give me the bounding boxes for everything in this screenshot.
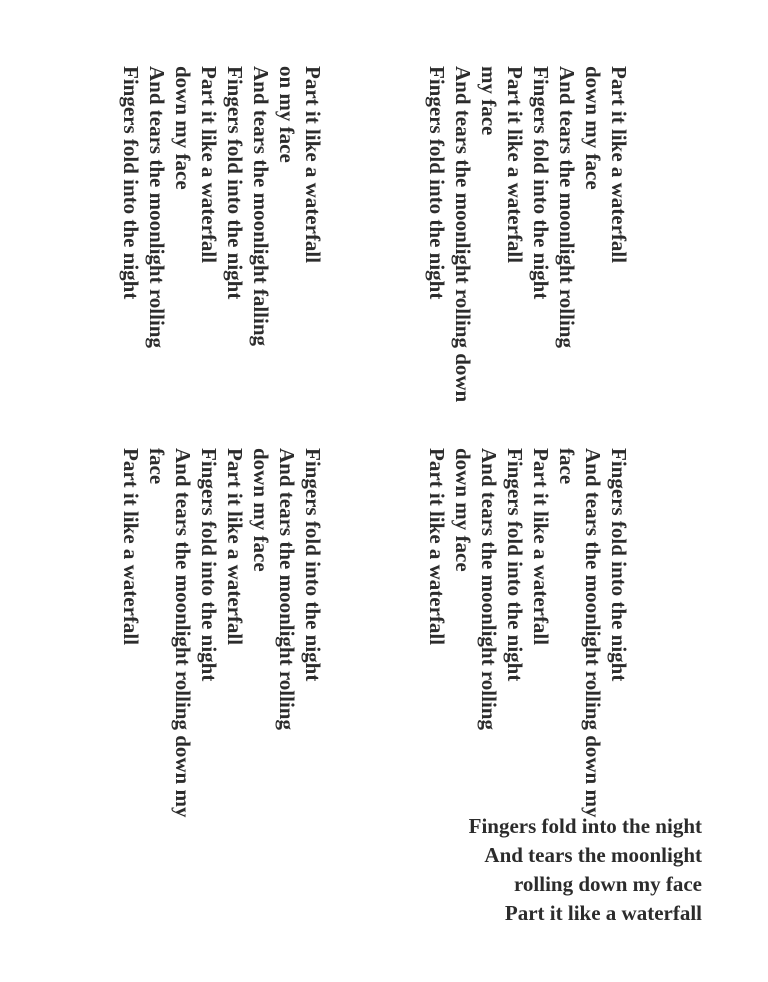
poem-line: And tears the moonlight rolling xyxy=(275,448,299,730)
poem-line: Part it like a waterfall xyxy=(503,66,527,264)
poem-line: Fingers fold into the night xyxy=(503,448,527,682)
poem-line: down my face xyxy=(249,448,273,572)
poem-line: down my face xyxy=(451,448,475,572)
poem-line: And tears the moonlight rolling xyxy=(145,66,169,348)
poem-line: face xyxy=(145,448,169,485)
poem-line: Fingers fold into the night xyxy=(529,66,553,300)
poem-line: on my face xyxy=(275,66,299,163)
poem-line: And tears the moonlight falling xyxy=(249,66,273,347)
poem-line: down my face xyxy=(171,66,195,190)
poem-line: And tears the moonlight rolling down my xyxy=(171,448,195,818)
poem-line: Fingers fold into the night xyxy=(223,66,247,300)
stanza-e xyxy=(402,812,702,928)
poem-line: down my face xyxy=(581,66,605,190)
stanza-a xyxy=(424,66,632,403)
stanza-d xyxy=(118,448,326,818)
poem-line: Fingers fold into the night xyxy=(119,66,143,300)
poem-line: Part it like a waterfall xyxy=(607,66,631,264)
poem-line: And tears the moonlight rolling down my xyxy=(581,448,605,818)
stanza-c xyxy=(118,66,326,348)
stanza-b xyxy=(424,448,632,818)
poem-line: And tears the moonlight xyxy=(484,843,702,867)
poem-line: Part it like a waterfall xyxy=(197,66,221,264)
poem-line: Part it like a waterfall xyxy=(301,66,325,264)
poem-line: Part it like a waterfall xyxy=(425,448,449,646)
poem-line: my face xyxy=(477,66,501,136)
poem-line: Part it like a waterfall xyxy=(529,448,553,646)
poem-line: Fingers fold into the night xyxy=(607,448,631,682)
poem-line: And tears the moonlight rolling down xyxy=(451,66,475,403)
poem-line: Part it like a waterfall xyxy=(223,448,247,646)
poem-line: Part it like a waterfall xyxy=(504,901,702,925)
poem-line: face xyxy=(555,448,579,485)
poem-line: rolling down my face xyxy=(513,872,702,896)
poem-line: Fingers fold into the night xyxy=(468,814,702,838)
poem-line: Fingers fold into the night xyxy=(425,66,449,300)
poem-line: Fingers fold into the night xyxy=(301,448,325,682)
poem-line: Part it like a waterfall xyxy=(119,448,143,646)
poem-line: And tears the moonlight rolling xyxy=(477,448,501,730)
poem-line: And tears the moonlight rolling xyxy=(555,66,579,348)
poem-line: Fingers fold into the night xyxy=(197,448,221,682)
